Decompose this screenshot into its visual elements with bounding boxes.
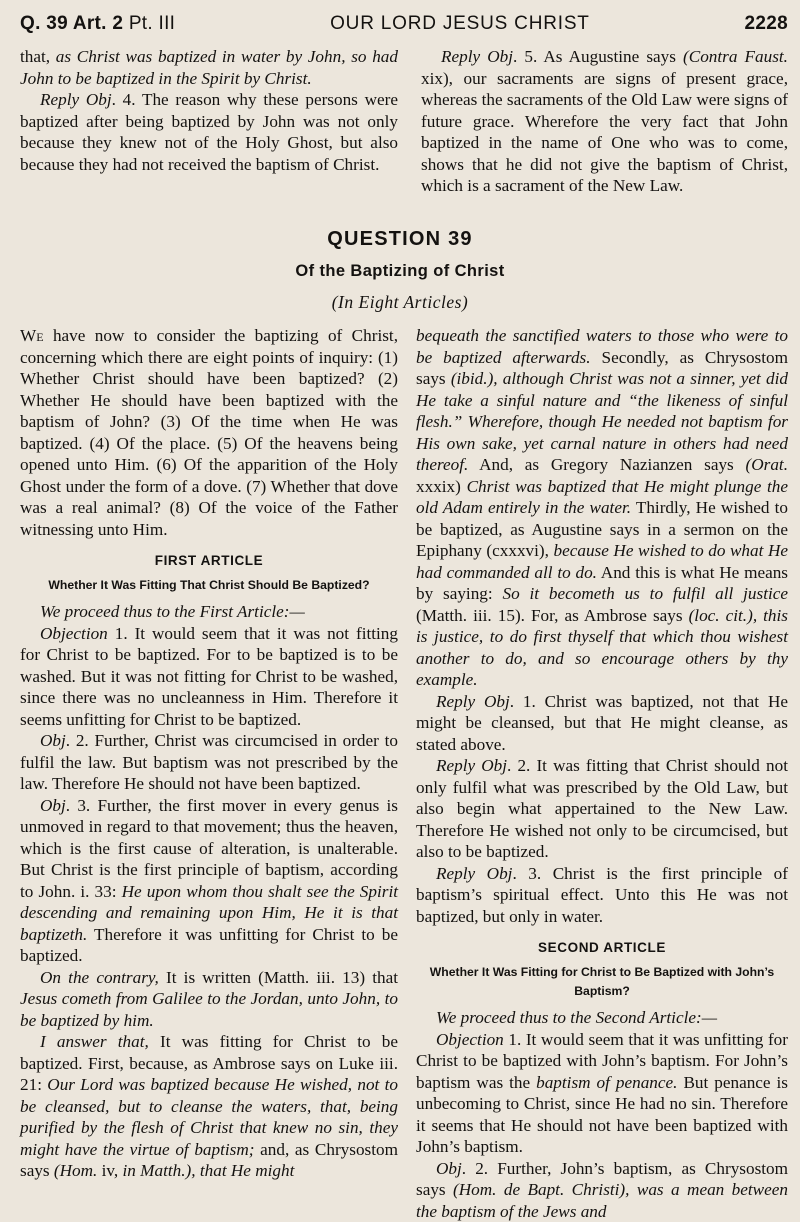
page-number: 2228 bbox=[745, 13, 788, 35]
paragraph-continuation: that, as Christ was baptized in water by John, so had John to be baptized in the Spirit by Christ. bbox=[20, 46, 398, 89]
answer-continuation: bequeath the sanctified waters to those who were to be baptized afterwards. Secondly, as Chrysostom says (ibid.), although Christ was not a sinner, yet did He take a sinful nature and “the likeness of sinful flesh.” Wherefore, though He needed not baptism for His own sake, yet carnal nature in others had need thereof. And, as Gregory Nazianzen says (Orat. xxxix) Christ was baptized that He might plunge the old Adam entirely in the water. Thirdly, He wished to be baptized, as Augustine says in a sermon on the Epiphany (cxxxvi), because He wished to do what He had commanded all to do. And this is what He means by saying: So it becometh us to fulfil all justice (Matth. iii. 15). For, as Ambrose says (loc. cit.), this is justice, to do first thyself that which thou wishest another to do, and so encourage others by thy example. bbox=[416, 325, 788, 691]
on-the-contrary: On the contrary, It is written (Matth. iii. 13) that Jesus cometh from Galilee to the Jordan, unto John, to be baptized by him. bbox=[20, 967, 398, 1032]
reply-obj-5: Reply Obj. 5. As Augustine says (Contra Faust. xix), our sacraments are signs of present grace, whereas the sacraments of the Old Law were signs of future grace. Wherefore the very fact that John baptized in the name of One who was to come, shows that he did not give the baptism of Christ, which is a sacrament of the New Law. bbox=[421, 46, 788, 197]
second-article-heading: SECOND ARTICLE bbox=[416, 939, 788, 957]
second-article-proceed: We proceed thus to the Second Article:— bbox=[416, 1007, 788, 1029]
top-left-column bbox=[20, 46, 398, 175]
reply-obj-4: Reply Obj. 4. The reason why these persons were baptized after being baptized by John was not only because they knew not of the Holy Ghost, but also because they had not received the baptism of Christ. bbox=[20, 89, 398, 175]
question-note: (In Eight Articles) bbox=[0, 292, 800, 313]
left-column bbox=[20, 325, 398, 1182]
question-title: QUESTION 39 bbox=[0, 228, 800, 251]
second-objection-1: Objection 1. It would seem that it was unfitting for Christ to be baptized with John’s baptism. For John’s baptism was the baptism of penance. But penance is unbecoming to Christ, since He had no sin. Therefore it seems that He should not have been baptized with John’s baptism. bbox=[416, 1029, 788, 1158]
second-article-title: Whether It Was Fitting for Christ to Be Baptized with John’s Baptism? bbox=[416, 963, 788, 1001]
header-part: Pt. III bbox=[129, 13, 175, 34]
top-right-column bbox=[421, 46, 788, 197]
running-header bbox=[20, 6, 788, 42]
intro-paragraph: We have now to consider the baptizing of Christ, concerning which there are eight points of inquiry: (1) Whether Christ should have been baptized? (2) Whether He should have been baptized with the baptism of John? (3) Of the time when He was baptized. (4) Of the place. (5) Of the heavens being opened unto Him. (6) Of the apparition of the Holy Ghost under the form of a dove. (7) Whether that dove was a real animal? (8) Of the voice of the Father witnessing unto Him. bbox=[20, 325, 398, 540]
right-column bbox=[416, 325, 788, 1222]
question-subtitle: Of the Baptizing of Christ bbox=[0, 262, 800, 281]
header-section-ref bbox=[20, 13, 175, 35]
second-objection-2: Obj. 2. Further, John’s baptism, as Chrysostom says (Hom. de Bapt. Christi), was a mean between the baptism of the Jews and bbox=[416, 1158, 788, 1222]
first-article-proceed: We proceed thus to the First Article:— bbox=[20, 601, 398, 623]
first-article-title: Whether It Was Fitting That Christ Should Be Baptized? bbox=[20, 576, 398, 595]
reply-obj-1: Reply Obj. 1. Christ was baptized, not that He might be cleansed, but that He might cleanse, as stated above. bbox=[416, 691, 788, 756]
header-question-article: Q. 39 Art. 2 bbox=[20, 13, 123, 34]
objection-3: Obj. 3. Further, the first mover in every genus is unmoved in regard to that movement; thus the heaven, which is the first cause of alteration, is unalterable. But Christ is the first principle of baptism, according to John. i. 33: He upon whom thou shalt see the Spirit descending and remaining upon Him, He it is that baptizeth. Therefore it was unfitting for Christ to be baptized. bbox=[20, 795, 398, 967]
i-answer-that: I answer that, It was fitting for Christ to be baptized. First, because, as Ambrose says on Luke iii. 21: Our Lord was baptized because He wished, not to be cleansed, but to cleanse the waters, that, being purified by the flesh of Christ that knew no sin, they might have the virtue of baptism; and, as Chrysostom says (Hom. iv, in Matth.), that He might bbox=[20, 1031, 398, 1182]
first-article-heading: FIRST ARTICLE bbox=[20, 552, 398, 570]
header-title: OUR LORD JESUS CHRIST bbox=[330, 13, 590, 35]
objection-1: Objection 1. It would seem that it was not fitting for Christ to be baptized. For to be baptized is to be washed. But it was not fitting for Christ to be washed, since there was no uncleanness in Him. Therefore it seems unfitting for Christ to be baptized. bbox=[20, 623, 398, 731]
reply-obj-2: Reply Obj. 2. It was fitting that Christ should not only fulfil what was prescribed by the Old Law, but also begin what appertained to the New Law. Therefore He wished not only to be circumcised, but also to be baptized. bbox=[416, 755, 788, 863]
reply-obj-3: Reply Obj. 3. Christ is the first principle of baptism’s spiritual effect. Unto this He was not baptized, but only in water. bbox=[416, 863, 788, 928]
objection-2: Obj. 2. Further, Christ was circumcised in order to fulfil the law. But baptism was not prescribed by the law. Therefore He should not have been baptized. bbox=[20, 730, 398, 795]
